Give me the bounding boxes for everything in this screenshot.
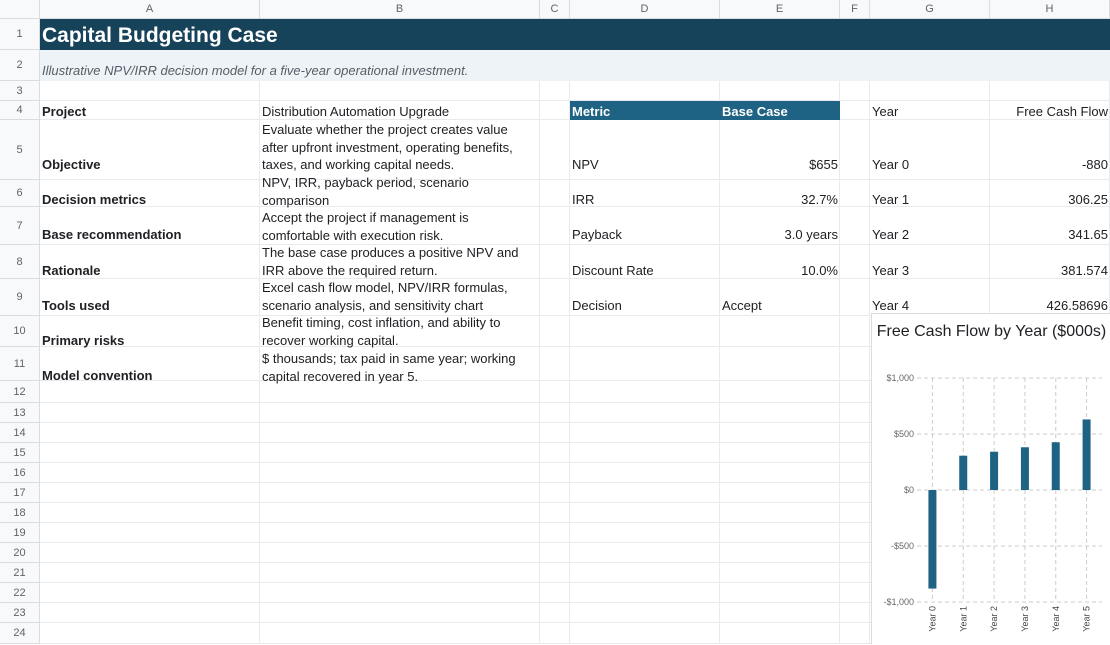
case-label-cell[interactable]: Rationale bbox=[42, 263, 101, 278]
case-label-cell[interactable]: Project bbox=[42, 104, 87, 119]
row-header-18[interactable]: 18 bbox=[0, 503, 40, 523]
case-value-cell[interactable]: Accept the project if management is comfortable with execution risk. bbox=[262, 210, 469, 243]
row-header-17[interactable]: 17 bbox=[0, 483, 40, 503]
chart-bar-year-2[interactable] bbox=[990, 452, 998, 490]
page-title: Capital Budgeting Case bbox=[40, 19, 1110, 50]
case-value-cell[interactable]: Benefit timing, cost inflation, and ability to recover working capital. bbox=[262, 315, 501, 348]
row-header-3[interactable]: 3 bbox=[0, 81, 40, 101]
row-header-5[interactable]: 5 bbox=[0, 120, 40, 180]
fcf-value-cell[interactable]: 341.65 bbox=[1068, 227, 1108, 242]
gridline bbox=[40, 244, 1110, 245]
y-tick-label: $0 bbox=[903, 485, 914, 495]
fcf-year-cell[interactable]: Year 4 bbox=[872, 298, 910, 313]
row-header-9[interactable]: 9 bbox=[0, 279, 40, 316]
metric-name-cell[interactable]: IRR bbox=[572, 192, 595, 207]
chart-bar-year-4[interactable] bbox=[1052, 442, 1060, 490]
row-header-6[interactable]: 6 bbox=[0, 180, 40, 207]
year-header-cell[interactable]: Year bbox=[872, 104, 899, 119]
row-header-10[interactable]: 10 bbox=[0, 316, 40, 347]
metric-header-cell[interactable]: Metric bbox=[570, 101, 720, 120]
fcf-header-cell[interactable]: Free Cash Flow bbox=[1016, 104, 1108, 119]
base-case-header-cell[interactable]: Base Case bbox=[720, 101, 840, 120]
column-header-g[interactable]: G bbox=[870, 0, 990, 19]
fcf-value-cell[interactable]: 381.574 bbox=[1061, 263, 1108, 278]
metric-name-cell[interactable]: Discount Rate bbox=[572, 263, 654, 278]
case-value-cell[interactable]: NPV, IRR, payback period, scenario comparison bbox=[262, 175, 469, 208]
fcf-year-cell[interactable]: Year 2 bbox=[872, 227, 910, 242]
row-header-23[interactable]: 23 bbox=[0, 603, 40, 623]
metric-value-cell[interactable]: 3.0 years bbox=[784, 227, 838, 242]
metric-value-cell[interactable]: Accept bbox=[722, 298, 762, 313]
row-header-12[interactable]: 12 bbox=[0, 381, 40, 403]
fcf-year-cell[interactable]: Year 0 bbox=[872, 157, 910, 172]
column-header-c[interactable]: C bbox=[540, 0, 570, 19]
x-tick-label: Year 3 bbox=[1019, 606, 1030, 632]
metric-name-cell[interactable]: Payback bbox=[572, 227, 622, 242]
metric-value-cell[interactable]: 32.7% bbox=[801, 192, 838, 207]
row-header-24[interactable]: 24 bbox=[0, 623, 40, 644]
row-header-2[interactable]: 2 bbox=[0, 50, 40, 81]
x-tick-label: Year 5 bbox=[1081, 606, 1092, 632]
case-label-cell[interactable]: Model convention bbox=[42, 368, 153, 383]
gridline bbox=[40, 179, 1110, 180]
metric-name-cell[interactable]: Decision bbox=[572, 298, 622, 313]
case-label-cell[interactable]: Tools used bbox=[42, 298, 110, 313]
case-value-cell[interactable]: Distribution Automation Upgrade bbox=[262, 104, 450, 119]
column-header-f[interactable]: F bbox=[840, 0, 870, 19]
fcf-year-cell[interactable]: Year 3 bbox=[872, 263, 910, 278]
column-header-h[interactable]: H bbox=[990, 0, 1110, 19]
fcf-value-cell[interactable]: -880 bbox=[1081, 157, 1108, 172]
row-header-13[interactable]: 13 bbox=[0, 403, 40, 423]
case-value-cell[interactable]: The base case produces a positive NPV and IRR above the required return. bbox=[262, 245, 519, 278]
case-label-cell[interactable]: Decision metrics bbox=[42, 192, 147, 207]
chart-bar-year-0[interactable] bbox=[928, 490, 936, 589]
column-header-b[interactable]: B bbox=[260, 0, 540, 19]
y-tick-label: -$1,000 bbox=[883, 597, 914, 607]
chart-bar-year-3[interactable] bbox=[1021, 447, 1029, 490]
row-header-16[interactable]: 16 bbox=[0, 463, 40, 483]
row-header-4[interactable]: 4 bbox=[0, 101, 40, 120]
x-tick-label: Year 1 bbox=[958, 606, 969, 632]
row-header-22[interactable]: 22 bbox=[0, 583, 40, 603]
chart-bar-year-1[interactable] bbox=[959, 456, 967, 490]
select-all-corner[interactable] bbox=[0, 0, 40, 19]
row-header-19[interactable]: 19 bbox=[0, 523, 40, 543]
column-header-a[interactable]: A bbox=[40, 0, 260, 19]
case-label-cell[interactable]: Primary risks bbox=[42, 333, 125, 348]
page-subtitle: Illustrative NPV/IRR decision model for a five-year operational investment. bbox=[40, 50, 1110, 81]
case-value-cell[interactable]: $ thousands; tax paid in same year; working capital recovered in year 5. bbox=[262, 351, 516, 384]
case-value-cell[interactable]: Evaluate whether the project creates value after upfront investment, operating benefits, taxes, and working capital needs. bbox=[262, 122, 513, 172]
metric-value-cell[interactable]: $655 bbox=[809, 157, 838, 172]
fcf-chart-svg bbox=[872, 314, 1110, 645]
fcf-value-cell[interactable]: 426.58696 bbox=[1046, 298, 1108, 313]
fcf-year-cell[interactable]: Year 1 bbox=[872, 192, 910, 207]
chart-bar-year-5[interactable] bbox=[1083, 419, 1091, 490]
x-tick-label: Year 2 bbox=[989, 606, 1000, 632]
row-header-15[interactable]: 15 bbox=[0, 443, 40, 463]
row-header-7[interactable]: 7 bbox=[0, 207, 40, 245]
row-header-11[interactable]: 11 bbox=[0, 347, 40, 381]
row-header-8[interactable]: 8 bbox=[0, 245, 40, 279]
fcf-chart[interactable] bbox=[871, 313, 1110, 644]
column-header-d[interactable]: D bbox=[570, 0, 720, 19]
gridline bbox=[539, 19, 540, 644]
y-tick-label: -$500 bbox=[890, 541, 914, 551]
row-header-14[interactable]: 14 bbox=[0, 423, 40, 443]
metric-name-cell[interactable]: NPV bbox=[572, 157, 599, 172]
chart-title: Free Cash Flow by Year ($000s) bbox=[876, 323, 1107, 340]
row-header-20[interactable]: 20 bbox=[0, 543, 40, 563]
row-header-21[interactable]: 21 bbox=[0, 563, 40, 583]
y-tick-label: $500 bbox=[893, 429, 914, 439]
column-header-e[interactable]: E bbox=[720, 0, 840, 19]
fcf-value-cell[interactable]: 306.25 bbox=[1068, 192, 1108, 207]
case-label-cell[interactable]: Base recommendation bbox=[42, 227, 182, 242]
x-tick-label: Year 0 bbox=[927, 606, 938, 632]
row-header-1[interactable]: 1 bbox=[0, 19, 40, 50]
case-label-cell[interactable]: Objective bbox=[42, 157, 101, 172]
metric-value-cell[interactable]: 10.0% bbox=[801, 263, 838, 278]
y-tick-label: $1,000 bbox=[886, 373, 914, 383]
case-value-cell[interactable]: Excel cash flow model, NPV/IRR formulas, scenario analysis, and sensitivity chart bbox=[262, 280, 508, 313]
x-tick-label: Year 4 bbox=[1050, 606, 1061, 632]
